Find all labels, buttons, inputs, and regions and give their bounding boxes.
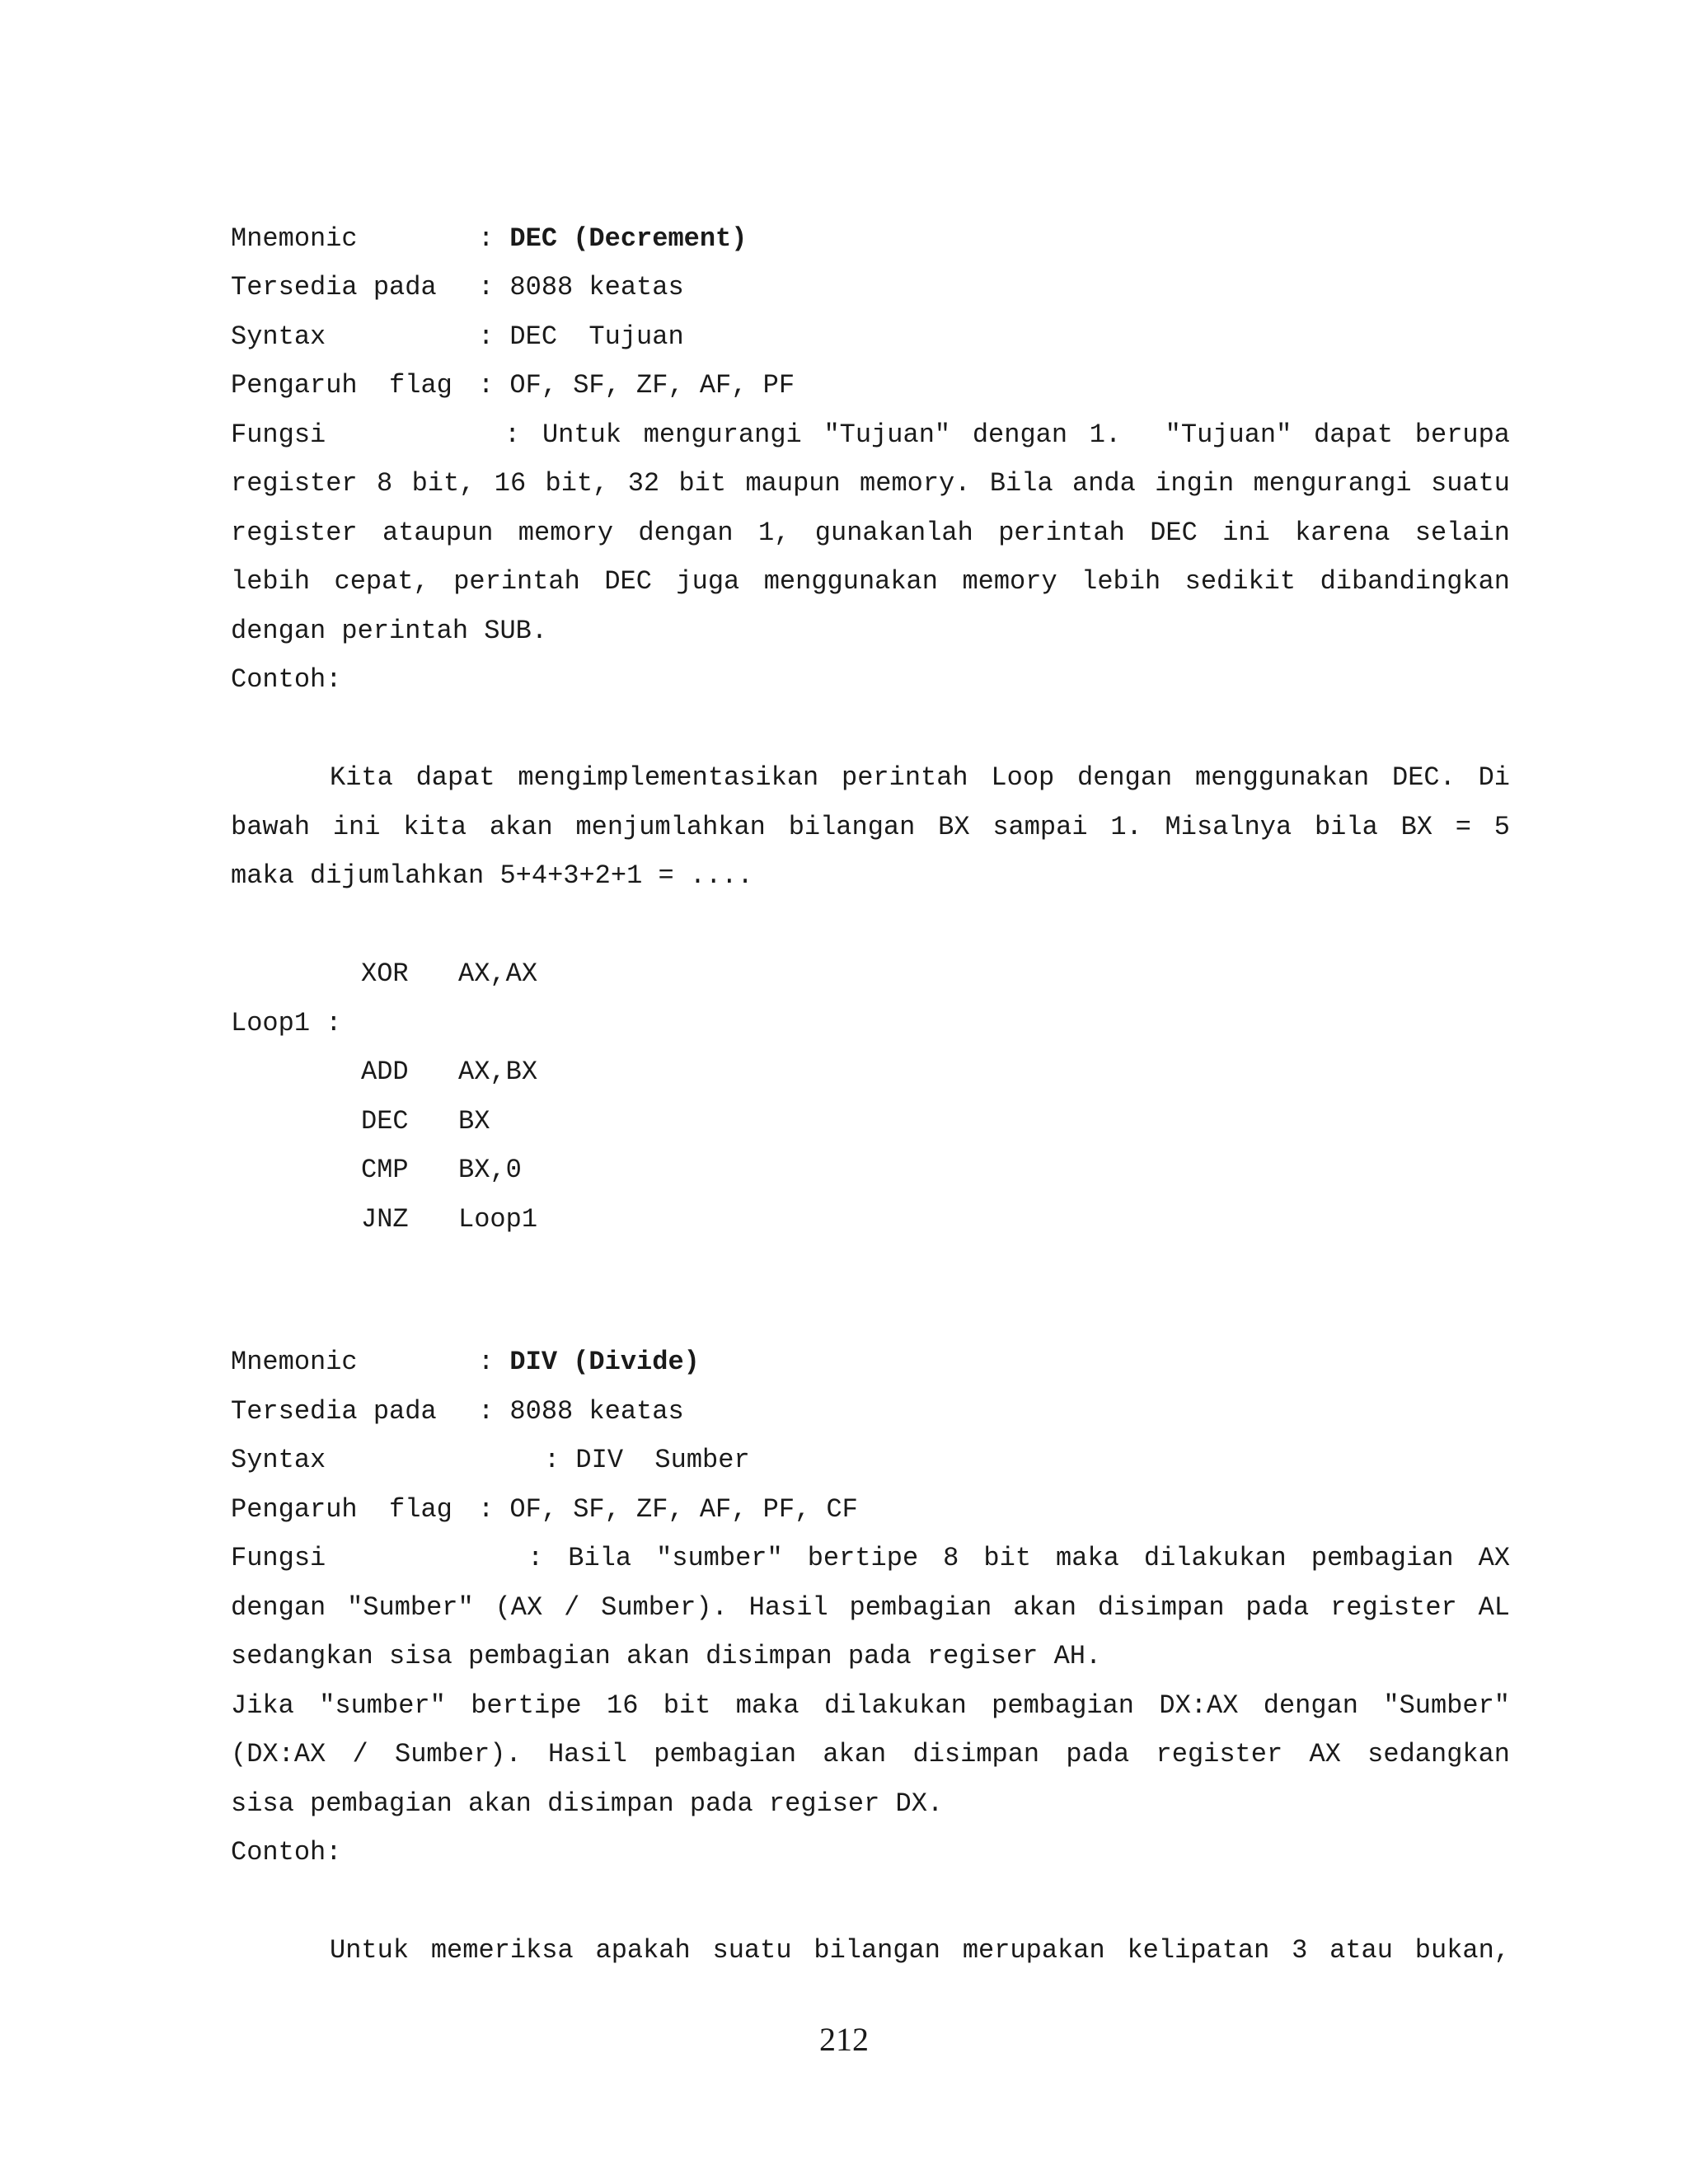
- code-instruction: ADD: [361, 1057, 409, 1087]
- dec-paragraph-line: bawah ini kita akan menjumlahkan bilangan BX sampai 1. Misalnya bila BX = 5: [231, 812, 1510, 842]
- div-mnemonic-value: DIV (Divide): [509, 1347, 700, 1377]
- dec-syntax-label: Syntax: [231, 321, 326, 352]
- div-mnemonic-label: Mnemonic: [231, 1347, 358, 1377]
- dec-function-line: Untuk mengurangi "Tujuan" dengan 1. "Tujuan" dapat berupa: [542, 419, 1511, 450]
- div-paragraph-line: Untuk memeriksa apakah suatu bilangan merupakan kelipatan 3 atau bukan,: [330, 1935, 1510, 1966]
- code-instruction: XOR: [361, 958, 409, 989]
- dec-example-label: Contoh:: [231, 664, 342, 695]
- dec-syntax-value: DEC Tujuan: [509, 321, 684, 352]
- dec-function-row: Fungsi : Untuk mengurangi "Tujuan" dengan 1. "Tujuan" dapat berupa: [231, 419, 1511, 450]
- dec-flag-row: Pengaruh flag : OF, SF, ZF, AF, PF: [231, 370, 795, 401]
- div-syntax-row: Syntax : DIV Sumber: [231, 1445, 750, 1475]
- div-function-line: sisa pembagian akan disimpan pada regiser DX.: [231, 1788, 944, 1819]
- div-mnemonic-row: Mnemonic : DIV (Divide): [231, 1347, 700, 1377]
- code-operand: BX: [458, 1106, 490, 1137]
- div-function-line: dengan "Sumber" (AX / Sumber). Hasil pembagian akan disimpan pada register AL: [231, 1592, 1510, 1623]
- dec-syntax-row: Syntax : DEC Tujuan: [231, 321, 684, 352]
- dec-flag-value: OF, SF, ZF, AF, PF: [509, 370, 795, 401]
- div-flag-label: Pengaruh flag: [231, 1494, 452, 1525]
- div-function-label: Fungsi: [231, 1543, 326, 1573]
- dec-available-row: Tersedia pada : 8088 keatas: [231, 272, 684, 302]
- div-function-line: Bila "sumber" bertipe 8 bit maka dilakukan pembagian AX: [568, 1543, 1511, 1573]
- code-operand: Loop1: [458, 1204, 538, 1235]
- code-operand: BX,0: [458, 1155, 522, 1185]
- page-number: 212: [819, 2021, 869, 2058]
- code-instruction: DEC: [361, 1106, 409, 1137]
- dec-flag-label: Pengaruh flag: [231, 370, 452, 401]
- div-flag-value: OF, SF, ZF, AF, PF, CF: [509, 1494, 858, 1525]
- div-available-label: Tersedia pada: [231, 1396, 437, 1427]
- dec-function-line: register ataupun memory dengan 1, gunakanlah perintah DEC ini karena selain: [231, 518, 1510, 548]
- div-function-line: Jika "sumber" bertipe 16 bit maka dilakukan pembagian DX:AX dengan "Sumber": [231, 1690, 1510, 1721]
- dec-available-value: 8088 keatas: [509, 272, 684, 302]
- code-operand: AX,BX: [458, 1057, 538, 1087]
- code-operand: AX,AX: [458, 958, 538, 989]
- div-syntax-label: Syntax: [231, 1445, 326, 1475]
- div-syntax-value: DIV Sumber: [575, 1445, 750, 1475]
- dec-mnemonic-label: Mnemonic: [231, 223, 358, 254]
- dec-function-line: dengan perintah SUB.: [231, 616, 548, 646]
- code-instruction: JNZ: [361, 1204, 409, 1235]
- dec-function-label: Fungsi: [231, 419, 326, 450]
- code-label: Loop1 :: [231, 1008, 342, 1038]
- div-function-row: Fungsi : Bila "sumber" bertipe 8 bit maka dilakukan pembagian AX: [231, 1543, 1511, 1573]
- div-example-label: Contoh:: [231, 1837, 342, 1868]
- div-available-value: 8088 keatas: [509, 1396, 684, 1427]
- dec-mnemonic-value: DEC (Decrement): [509, 223, 748, 254]
- dec-function-line: register 8 bit, 16 bit, 32 bit maupun memory. Bila anda ingin mengurangi suatu: [231, 468, 1510, 499]
- dec-paragraph-line: Kita dapat mengimplementasikan perintah Loop dengan menggunakan DEC. Di: [330, 762, 1510, 793]
- div-available-row: Tersedia pada : 8088 keatas: [231, 1396, 684, 1427]
- dec-available-label: Tersedia pada: [231, 272, 437, 302]
- dec-paragraph-line: maka dijumlahkan 5+4+3+2+1 = ....: [231, 860, 753, 891]
- dec-function-line: lebih cepat, perintah DEC juga menggunakan memory lebih sedikit dibandingkan: [231, 566, 1510, 597]
- div-flag-row: Pengaruh flag : OF, SF, ZF, AF, PF, CF: [231, 1494, 858, 1525]
- code-instruction: CMP: [361, 1155, 409, 1185]
- div-function-line: sedangkan sisa pembagian akan disimpan pada regiser AH.: [231, 1641, 1102, 1671]
- div-function-line: (DX:AX / Sumber). Hasil pembagian akan disimpan pada register AX sedangkan: [231, 1739, 1510, 1769]
- dec-mnemonic-row: Mnemonic : DEC (Decrement): [231, 223, 748, 254]
